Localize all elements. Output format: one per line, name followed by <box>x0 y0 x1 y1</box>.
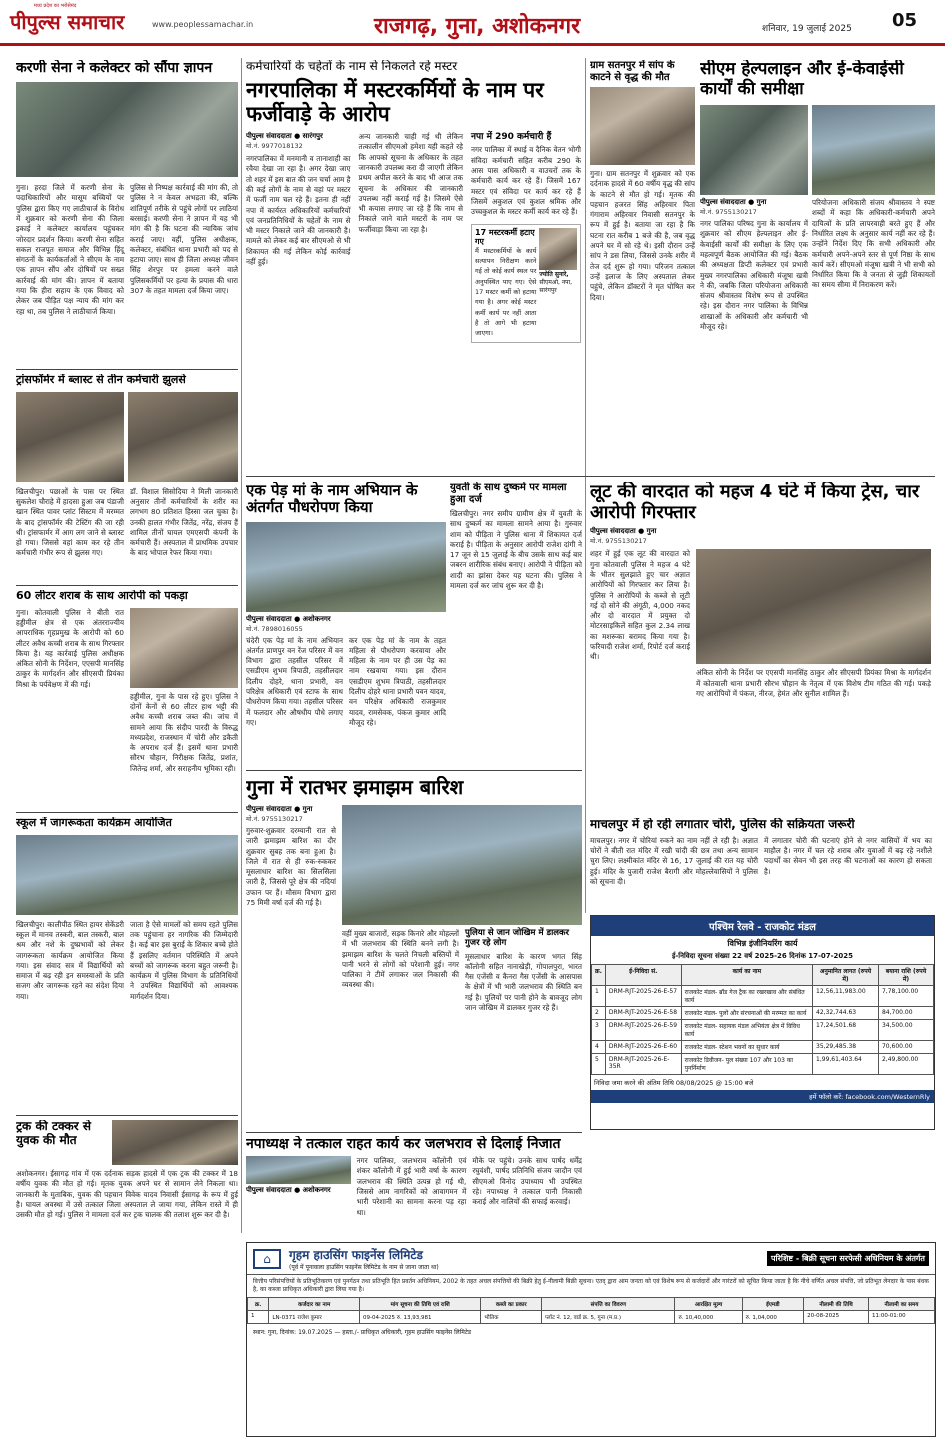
story-body: नगर पालिका, जलभराव कॉलोनी एवं शंकर कॉलोनी में हुई भारी वर्षा के कारण जलभराव की स्थिति उत्पन्न हो गई थी, जिससे आम नागरिकों को आवागमन में भारी परेशानी का सामना करना पड़ रहा था। <box>356 1156 467 1217</box>
column-divider <box>241 58 242 1233</box>
headline[interactable]: गुना में रातभर झमाझम बारिश <box>246 776 464 799</box>
cell: DRM-RJT-2025-26-E-35R <box>605 1054 681 1075</box>
byline: पीपुल्स संवाददाता <box>246 614 292 623</box>
ad-subtitle: (पूर्व में पूनावाला हाउसिंग फाइनेंस लिमिटेड के नाम से जाना जाता था) <box>289 1264 439 1271</box>
cell: 5 <box>592 1054 606 1075</box>
quote-name: ज्योति सुनारे, <box>539 270 569 278</box>
story-body: वहीं मुख्य बाजारों, सड़क किनारे और मोहल्लों में भी जलभराव की स्थिति बनने लगी है। झमाझम बारिश के चलते निचली बस्तियों में पानी भरने से लोगों को परेशानी हुई। नगर पालिका ने टीमें लगाकर जल निकासी की व्यवस्था की। <box>342 929 459 990</box>
cell: 34,500.00 <box>878 1020 933 1041</box>
story-body: परियोजना अधिकारी संजय श्रीवास्तव ने स्पष्ट शब्दों में कहा कि अधिकारी-कर्मचारी अपने दायित्वों के प्रति लापरवाही बरते हुए हैं और निर्धारित लक्ष्य के अनुसार कार्य नहीं कर रहे हैं। उन्होंने निर्देश दिए कि सभी अधिकारी और कर्मचारी अपने-अपने स्तर से पूर्ण निष्ठा के साथ कार्य करें। सीएमओ मंजूषा खत्री ने भी सभी को निर्धारित किया कि वे जनता से जुड़ी शिकायतों का समय सीमा में निराकरण करें। <box>812 198 935 290</box>
table-row <box>592 1041 934 1054</box>
divider <box>246 770 582 771</box>
story-body: गुरुवार-शुक्रवार दरम्यानी रात से जारी झमाझम बारिश का दौर शुक्रवार सुबह तक बना हुआ है। जिले में रात से ही रुक-रुककर मूसलाधार बारिश का सिलसिला जारी है, जिससे पूरे क्षेत्र की नदियां उफान पर हैं। मौसम विभाग द्वारा 75 मिमी वर्षा दर्ज की गई है। <box>246 826 336 908</box>
quote-box <box>471 224 581 343</box>
col-header: कर्जदार का नाम <box>269 1298 360 1311</box>
byline: पीपुल्स संवाददाता <box>590 527 636 536</box>
box-title: नपा में 290 कर्मचारी हैं <box>471 132 552 143</box>
col-header: अनुमानित लागत (रुपये में) <box>813 965 879 986</box>
dateline: अशोकनगर <box>302 1186 331 1195</box>
headline[interactable]: ट्रक की टक्कर से युवक की मौत <box>16 1120 91 1147</box>
story-plantation: एक पेड़ मां के नाम अभियान के अंतर्गत पौधरोपण किया पीपुल्स संवाददाता ● अशोकनगर मो.नं. 7898016055 चंदेरी एक पेड़ मां के नाम अभियान अंतर्गत प्राणपुर वन रेंज परिसर में वन विभाग द्वारा तहसील परिसर में एसडीएम शुभम त्रिपाठी, तहसीलदार दिलीप दोहरे, थाना प्रभारी, वन परिक्षेत्र अधिकारी एवं स्टाफ के साथ पौधरोपण किया गया। तहसील परिसर में फलदार और औषधीय पौधे लगाए गए। कर एक पेड़ मां के नाम के तहत महिला से पौधरोपण करवाया और महिला के नाम पर ही उस पेड़ का नाम रखवाया गया। इस दौरान एसडीएम शुभम त्रिपाठी, तहसीलदार दिलीप दोहरे थाना प्रभारी पवन यादव, वन परिक्षेत्र अधिकारी राजकुमार यादव, रामसेवक, पंकज कुमार आदि मौजूद रहे। <box>246 482 446 727</box>
cell: 11:00-01:00 <box>868 1311 934 1324</box>
story-theft <box>590 818 935 910</box>
dateline: अशोकनगर <box>302 614 331 623</box>
story-body: गुना। ग्राम सतनपुर में शुक्रवार को एक दर्दनाक हादसे में 60 वर्षीय वृद्ध की सांप के काटने से मौत हो गई। मृतक की पहचान हजरत सिंह अहिरवार पिता गंगाराम अहिरवार निवासी सतनपुर के रूप में हुई है। बताया जा रहा है कि घटना रात करीब 1 बजे की है, जब वृद्ध अपने घर में सो रहे थे। इसी दौरान उन्हें सांप ने डस लिया, जिससे उनके शरीर में तेज दर्द शुरू हो गया। परिजन तत्काल उन्हें इलाज के लिए अस्पताल लेकर पहुंचे, लेकिन डॉक्टरों ने मृत घोषित कर दिया। <box>590 169 695 302</box>
dateline: गुना <box>302 805 313 813</box>
ad-notice: ई-निविदा सूचना संख्या 22 वर्ष 2025-26 दिनांक 17-07-2025 <box>671 952 854 960</box>
story-liquor <box>16 590 238 810</box>
website-link[interactable]: www.peoplessamachar.in <box>152 20 254 29</box>
divider <box>16 812 238 813</box>
story-body: गुना। कोतवाली पुलिस ने बीती रात हड्डीमील क्षेत्र से एक अंतरराज्यीय आपराधिक गृहप्रमुख के आरोपी को 60 लीटर अवैध कच्ची शराब के साथ गिरफ्तार किया है। यह कार्रवाई पुलिस अधीक्षक अंकित सोनी के निर्देशन, एएसपी मानसिंह ठाकुर के मार्गदर्शन और सीएसपी प्रियंका मिश्रा के पर्यवेक्षण में की गई। <box>16 607 124 689</box>
story-body: पुलिस से निष्पक्ष कार्रवाई की मांग की, तो पुलिस ने न केवल अभद्रता की, बल्कि शांतिपूर्ण तरीके से पहुंचे लोगों पर लाठियां बरसाई। करणी सेना ने ज्ञापन में यह भी मांग की है कि घटना की न्यायिक जांच कराई जाए। वहीं, पुलिस अधीक्षक, कलेक्टर, संबंधित थाना प्रभारी को पद से हटाया जाए। साथ ही जिला अध्यक्ष जीवन सिंह शेरपुर पर हमला करने वाले पुलिसकर्मियों पर हत्या के प्रयास की धारा 307 के तहत मामला दर्ज किया जाए। <box>130 183 238 296</box>
issue-date: शनिवार, 19 जुलाई 2025 <box>762 24 852 34</box>
cell: 17,24,501.68 <box>813 1020 879 1041</box>
byline: पीपुल्स संवाददाता <box>700 198 746 207</box>
col-header: नीलामी की तिथि <box>804 1298 869 1311</box>
photo-plantation <box>246 522 446 612</box>
cell: DRM-RJT-2025-26-E-60 <box>605 1041 681 1054</box>
kicker: कर्मचारियों के चहेतों के नाम से निकलते रहे मस्टर <box>246 60 458 73</box>
photo-accused-group <box>696 549 931 664</box>
story-body: खिलचीपुर। कालीपीठ स्थित हायर सेकेंडरी स्कूल में मानव तस्करी, बाल तस्करी, बाल श्रम और नशे के दुष्प्रभावों को लेकर जागरूकता कार्यक्रम आयोजित किया गया। इस संवाद सत्र में विद्यार्थियों को समाज में बढ़ रही इन समस्याओं के प्रति सजग और जागरूक रहने का संदेश दिया गया। <box>16 919 124 1001</box>
divider <box>246 1132 582 1133</box>
story-transformer <box>16 374 238 584</box>
story-relief: नपाध्यक्ष ने तत्काल राहत कार्य कर जलभराव से दिलाई निजात पीपुल्स संवाददाता ● अशोकनगर नगर पालिका, जलभराव कॉलोनी एवं शंकर कॉलोनी में हुई भारी वर्षा के कारण जलभराव की स्थिति उत्पन्न हो गई थी, जिससे आम नागरिकों को आवागमन में भारी परेशानी का सामना करना पड़ रहा था। मौके पर पहुंचे। उनके साथ पार्षद धर्मेंद्र रघुवंशी, पार्षद प्रतिनिधि संजय जादौन एवं सीएमओ विनोद उपाध्याय भी उपस्थित रहे। नपाध्यक्ष ने तत्काल पानी निकासी कराई और नालियों की सफाई करवाई। <box>246 1136 582 1217</box>
story-body: अंकित सोनी के निर्देश पर एएसपी मानसिंह ठाकुर और सीएसपी प्रियंका मिश्रा के मार्गदर्शन में कोतवाली थाना प्रभारी सौरभ चौहान के नेतृत्व में एक विशेष टीम गठित की गई। पकड़े गए आरोपियों में पंकज, नीरज, हेमंत और सुनील शामिल हैं। <box>696 668 931 698</box>
cell: राजकोट मंडल- पुलों और संरचनाओं की मरम्मत का कार्य <box>681 1007 812 1020</box>
mobile: मो.नं. 9977018132 <box>246 142 303 151</box>
story-body: कर एक पेड़ मां के नाम के तहत महिला से पौधरोपण करवाया और महिला के नाम पर ही उस पेड़ का नाम रखवाया गया। इस दौरान एसडीएम शुभम त्रिपाठी, तहसीलदार दिलीप दोहरे थाना प्रभारी पवन यादव, वन परिक्षेत्र अधिकारी राजकुमार यादव, रामसेवक, पंकज कुमार आदि मौजूद रहे। <box>349 635 446 727</box>
table-row <box>592 1054 934 1075</box>
ad-title: परिशिष्ट - बिक्री सूचना सरफेसी अधिनियम के अंतर्गत <box>767 1251 929 1266</box>
cell: 1 <box>592 986 606 1007</box>
col-header: मांग सूचना की तिथि एवं राशि <box>360 1298 481 1311</box>
social-link[interactable]: हमें फॉलो करें: facebook.com/WesternRly <box>591 1090 934 1103</box>
cell: 2,49,800.00 <box>878 1054 933 1075</box>
byline: पीपुल्स संवाददाता <box>246 1186 292 1195</box>
byline: पीपुल्स संवाददाता <box>246 805 292 813</box>
story-body: अन्य जानकारी चाही गई थी लेकिन तत्कालीन सीएमओ हमेशा यही कहते रहे कि आपको सूचना के अधिकार के तहत जानकारी उपलब्ध करा दी जाएगी लेकिन प्रथम अपील करने के बाद भी आज तक सूचना के अधिकार की जानकारी उपलब्ध नहीं कराई गई है। जिसमे ऐसे भी कयास लगाए जा रहे हैं कि नाम से निकाले जाने वाले मस्टरों के नाम पर फर्जीवाड़ा किया जा रहा है। <box>358 132 463 234</box>
col-header: कार्य का नाम <box>681 965 812 986</box>
dateline: सारंगपुर <box>302 132 323 141</box>
logo-tagline: मध्य प्रदेश का भरोसेमंद <box>34 3 77 9</box>
story-body: जाता है ऐसे मामलों को समय रहते पुलिस तक पहुंचाना हर नागरिक की जिम्मेदारी है। कई बार इस बुराई के शिकार बच्चे होते हैं इसलिए वर्तमान परिस्थिति में अपने बच्चों को जागरूक करना बहुत जरूरी है। कार्यक्रम में पुलिस विभाग के प्रतिनिधियों ने उपस्थित विद्यार्थियों को आवश्यक मार्गदर्शन दिया। <box>130 919 238 1001</box>
cell: रु. 10,40,000 <box>675 1311 742 1324</box>
headline[interactable]: ग्राम सतनपुर में सांप के काटने से वृद्ध की मौत <box>590 60 675 83</box>
photo-officials <box>812 105 935 195</box>
headline[interactable]: युवती के साथ दुष्कर्म पर मामला हुआ दर्ज <box>450 482 567 505</box>
table-row <box>592 1007 934 1020</box>
cell: 09-04-2025 रु. 13,93,981 <box>360 1311 481 1324</box>
dateline: गुना <box>756 198 767 207</box>
photo-accused <box>130 608 238 688</box>
cell: 42,32,744.63 <box>813 1007 879 1020</box>
ad-org: पश्चिम रेलवे - राजकोट मंडल <box>591 916 934 936</box>
story-snake <box>590 60 695 472</box>
headline[interactable]: स्कूल में जागरूकता कार्यक्रम आयोजित <box>16 817 172 829</box>
table-row <box>248 1311 935 1324</box>
photo-flood <box>342 805 582 925</box>
col-header: क्र. <box>248 1298 269 1311</box>
cell: DRM-RJT-2025-26-E-59 <box>605 1020 681 1041</box>
quote-role: सीएमओ, नपा, सारंगपुर <box>539 278 573 294</box>
cell: राजकोट मंडल- सहायक मंडल अभियंता क्षेत्र में विविध कार्य <box>681 1020 812 1041</box>
mobile: मो.नं. 7898016055 <box>246 624 303 633</box>
story-body: चंदेरी एक पेड़ मां के नाम अभियान अंतर्गत प्राणपुर वन रेंज परिसर में वन विभाग द्वारा तहसील परिसर में एसडीएम शुभम त्रिपाठी, तहसीलदार दिलीप दोहरे, थाना प्रभारी, वन परिक्षेत्र अधिकारी एवं स्टाफ के साथ पौधरोपण किया गया। तहसील परिसर में फलदार और औषधीय पौधे लगाए गए। <box>246 635 343 727</box>
region-title: राजगढ़, गुना, अशोकनगर <box>374 14 581 39</box>
story-robbery: लूट की वारदात को महज 4 घंटे में किया ट्रेस, चार आरोपी गिरफ्तार पीपुल्स संवाददाता ● गुना मो.नं. 9755130217 शहर में हुई एक लूट की वारदात को गुना कोतवाली पुलिस ने महज 4 घंटे के भीतर सुलझाते हुए चार अज्ञात आरोपियों को गिरफ्तार कर लिया है। पुलिस ने आरोपियों के कब्जे से लूटी गई दो सोने की अंगूठी, 4,000 नकद और दो वारदात में प्रयुक्त दो मोटरसाइकिलें सहित कुल 2.34 लाख का मशरूका बरामद किया गया है। फरियादी राजेश शर्मा, रिपोर्ट दर्ज कराई थी। अंकित सोनी के निर्देश पर एएसपी मानसिंह ठाकुर और सीएसपी प्रियंका मिश्रा के मार्गदर्शन में कोतवाली थाना प्रभारी सौरभ चौहान के नेतृत्व में एक विशेष टीम गठित की गई। पकड़े गए आरोपियों में पंकज, नीरज, हेमंत और सुनील शामिल हैं। <box>590 482 935 812</box>
newspaper-logo[interactable]: पीपुल्स समाचार <box>10 10 125 34</box>
column-divider <box>585 58 586 913</box>
cell: 84,700.00 <box>878 1007 933 1020</box>
story-body: खिलचीपुर। नगर समीप ग्रामीण क्षेत्र में युवती के साथ दुष्कर्म का मामला सामने आया है। गुरुवार शाम को पीड़िता ने पुलिस थाना में शिकायत दर्ज कराई है। पीड़िता के अनुसार आरोपी राजेश दांगी ने 17 जून से 15 जुलाई के बीच उसके साथ कई बार जबरन शारीरिक संबंध बनाए। आरोपी ने पीड़िता को शादी का झांसा देकर यह घटना की। पुलिस ने मामला दर्ज कर जांच शुरू कर दी है। <box>450 509 582 591</box>
col-header: बयाना राशि (रुपये में) <box>878 965 933 986</box>
masthead <box>0 0 945 46</box>
photo-injured <box>16 392 124 482</box>
house-icon: ⌂ <box>253 1249 281 1269</box>
story-body: गुना। हरदा जिले में करणी सेना के पदाधिकारियों और मासूम बच्चियों पर पुलिस द्वारा किए गए लाठीचार्ज के विरोध में शुक्रवार को करणी सेना की जिला इकाई ने कलेक्टर कार्यालय पहुंचकर जोरदार प्रदर्शन किया। करणी सेना सहित सकल राजपूत समाज और विभिन्न हिंदू संगठनों के कार्यकर्ताओं ने सीएम के नाम एक ज्ञापन सौंप और दोषियों पर सख्त कार्रवाई की मांग की। ज्ञापन में बताया गया कि हीरा सहाय के एक विवाद को लेकर जब पीड़ित पक्ष न्याय की मांग कर रहा था, तब पुलिस ने लाठीचार्ज किया। <box>16 183 124 316</box>
story-body: डॉ. विशाल सिसोदिया ने मिली जानकारी अनुसार तीनों कर्मचारियों के शरीर का लगभग 80 प्रतिशत हिस्सा जल चुका है। उनकी हालत गंभीर जितेंद्र, नरेंद्र, संजय हैं शामिल तीनों घायल एमएसपी कंपनी के कर्मचारी हैं। अस्पताल में प्राथमिक उपचार के बाद भोपाल रेफर किया गया। <box>130 486 238 558</box>
photo-hospital <box>128 392 238 482</box>
divider <box>16 369 238 370</box>
headline[interactable]: सीएम हेल्पलाइन और ई-केवाईसी कार्यों की समीक्षा <box>700 60 904 99</box>
col-header: संपत्ति का विवरण <box>542 1298 675 1311</box>
dateline: गुना <box>646 527 657 536</box>
cell: राजकोट मंडल- स्टेशन भवनों का सुधार कार्य <box>681 1041 812 1054</box>
mobile: मो.नं. 9755130217 <box>700 208 757 217</box>
box-body: मूसलाधार बारिश के कारण भगत सिंह कॉलोनी सहित नानाखेड़ी, गोपालपुरा, भारत गैस एजेंसी व कैनरा गैस एजेंसी के आसपास के क्षेत्रों में भी भारी जलभराव की स्थिति बन गई है। पुलियों पर पानी होने के बावजूद लोग जान जोखिम में डालकर गुजर रहे हैं। <box>465 951 582 1013</box>
cell: 7,78,100.00 <box>878 986 933 1007</box>
ad-auction-notice <box>246 1242 936 1437</box>
cell: 1 <box>248 1311 269 1324</box>
headline[interactable]: लूट की वारदात को महज 4 घंटे में किया ट्रेस, चार आरोपी गिरफ्तार <box>590 482 920 523</box>
cell: DRM-RJT-2025-26-E-58 <box>605 1007 681 1020</box>
cell: LN-0371 राजेश कुमार <box>269 1311 360 1324</box>
story-cm-helpline: सीएम हेल्पलाइन और ई-केवाईसी कार्यों की समीक्षा पीपुल्स संवाददाता ● गुना मो.नं. 9755130217 नगर पालिका परिषद गुना के कार्यालय में शुक्रवार को सीएम हेल्पलाइन और ई-केवाईसी कार्यों की समीक्षा के लिए एक महत्वपूर्ण बैठक आयोजित की गई। बैठक की अध्यक्षता डिप्टी कलेक्टर एवं प्रभारी मुख्य नगरपालिका अधिकारी मंजूषा खत्री ने की, जबकि जिला परियोजना अधिकारी संजय श्रीवास्तव विशेष रूप से उपस्थित रहे। इस दौरान नगर पालिका के विभिन्न शाखाओं के अधिकारी और कर्मचारी भी मौजूद रहे। परियोजना अधिकारी संजय श्रीवास्तव ने स्पष्ट शब्दों में कहा कि अधिकारी-कर्मचारी अपने दायित्वों के प्रति लापरवाही बरते हुए हैं और निर्धारित लक्ष्य के अनुसार कार्य नहीं कर रहे हैं। उन्होंने निर्देश दिए कि सभी अधिकारी और कर्मचारी अपने-अपने स्तर से पूर्ण निष्ठा के साथ कार्य करें। सीएमओ मंजूषा खत्री ने भी सभी को निर्धारित किया कि वे जनता से जुड़ी शिकायतों का समय सीमा में निराकरण करें। <box>700 60 935 332</box>
photo-deceased <box>590 87 695 165</box>
ad-org: गृहम हाउसिंग फाइनेंस लिमिटेड <box>289 1248 423 1262</box>
photo-waterlogging <box>246 1156 351 1184</box>
cell: 1,99,61,403.64 <box>813 1054 879 1075</box>
ad-title: विभिन्न इंजीनियरिंग कार्य <box>727 939 798 948</box>
box-title: पुलिया से जान जोखिम में डालकर गुजर रहे लोग <box>465 928 570 948</box>
table-row <box>592 986 934 1007</box>
mobile: मो.नं. 9755130217 <box>590 537 647 546</box>
cell: प्लॉट नं. 12, वार्ड क्र. 5, गुना (म.प्र.) <box>542 1311 675 1324</box>
headline[interactable]: ट्रांसफॉर्मर में ब्लास्ट से तीन कर्मचारी झुलसे <box>16 374 186 386</box>
photo-students <box>16 835 238 915</box>
story-truck <box>16 1120 238 1235</box>
col-header: नीलामी का समय <box>868 1298 934 1311</box>
cell: 35,29,485.38 <box>813 1041 879 1054</box>
photo-meeting <box>700 105 808 195</box>
col-header: ई-निविदा सं. <box>605 965 681 986</box>
col-header: आरक्षित मूल्य <box>675 1298 742 1311</box>
story-body: नगरपालिका में मनमानी व तानाशाही का रवैया देखा जा रहा है। अगर देखा जाए तो शहर में इस बात की जन चर्चा आम है की कई लोगों के नाम से वहां पर मस्टर में फर्जी नाम चल रहे हैं। इतना ही नहीं नपा में कार्यरत अधिकारियों कर्मचारियों एवं जनप्रतिनिधियों के चहेतों के नाम से भी मस्टर निकाले जाने की जानकारी है। मामले को लेकर कई बार सीएमओ से भी शिकायत की गई लेकिन कोई कार्रवाई नहीं हुई। <box>246 154 351 267</box>
story-body: हड्डीमील, गुना के पास रहे हुए। पुलिस ने दोनों केनों से 60 लीटर हाथ भट्टी की अवैध कच्ची शराब जब्त की। जांच में सामने आया कि संदीप पारदी के विरुद्ध मध्यप्रदेश, राजस्थान में चोरी और डकैती के अपराध दर्ज हैं। इसमें थाना प्रभारी सौरभ चौहान, निरीक्षक जितेंद्र, प्रशांत, जितेन्द्र शर्मा, और सराहनीय भूमिका रही। <box>130 691 238 773</box>
photo-victim <box>112 1120 238 1165</box>
lead-headline[interactable]: नगरपालिका में मस्टरकर्मियों के नाम पर फर्जीवाड़े के आरोप <box>246 77 544 126</box>
cell: 20-08-2025 <box>804 1311 869 1324</box>
headline[interactable]: नपाध्यक्ष ने तत्काल राहत कार्य कर जलभराव से दिलाई निजात <box>246 1136 561 1152</box>
box-body: नगर पालिका में स्थाई व दैनिक वेतन भोगी संविदा कर्मचारी सहित करीब 290 के आस पास अधिकारी व वाउचरों तक के कर्मचारी कार्य कर रहे हैं। जिसमें 167 मस्टर एवं संविदा पर कार्य कर रहे हैं जिसमें अकुशल एवं कुशल श्रमिक और उच्चकुशल के मस्टर कर्मी कार्य कर रहे हैं। <box>471 145 581 217</box>
story-body: नगर पालिका परिषद गुना के कार्यालय में शुक्रवार को सीएम हेल्पलाइन और ई-केवाईसी कार्यों की समीक्षा के लिए एक महत्वपूर्ण बैठक आयोजित की गई। बैठक की अध्यक्षता डिप्टी कलेक्टर एवं प्रभारी मुख्य नगरपालिका अधिकारी मंजूषा खत्री ने की, जबकि जिला परियोजना अधिकारी संजय श्रीवास्तव विशेष रूप से उपस्थित रहे। इस दौरान नगर पालिका के विभिन्न शाखाओं के अधिकारी और कर्मचारी भी मौजूद रहे। <box>700 219 808 332</box>
ad-body: वित्तीय परिसंपत्तियों के प्रतिभूतिकरण एवं पुनर्गठन तथा प्रतिभूति हित प्रवर्तन अधिनियम, 2002 के तहत अचल संपत्तियों की बिक्री हेतु ई-नीलामी बिक्री सूचना। एतद् द्वारा आम जनता को एवं विशेष रूप से कर्जदारों और गारंटरों को सूचित किया जाता है कि नीचे वर्णित अचल संपत्ति, जो प्रतिभूत लेनदार के पास बंधक है, का कब्जा प्राधिकृत अधिकारी द्वारा लिया गया है। <box>253 1278 929 1293</box>
story-body: मौके पर पहुंचे। उनके साथ पार्षद धर्मेंद्र रघुवंशी, पार्षद प्रतिनिधि संजय जादौन एवं सीएमओ विनोद उपाध्याय भी उपस्थित रहे। नपाध्यक्ष ने तत्काल पानी निकासी कराई और नालियों की सफाई करवाई। <box>472 1156 582 1207</box>
cell: राजकोट मंडल- ब्रॉड गेज ट्रैक का रखरखाव और संबंधित कार्य <box>681 986 812 1007</box>
divider <box>16 1115 238 1116</box>
cell: 3 <box>592 1020 606 1041</box>
story-body: में लगातार चोरी की घटनाएं होने से नगर वासियों में भय का माहौल है। नगर में चल रहे शराब और युवाओं में बढ़ रहे नशीले पदार्थों का सेवन भी इस तरह की घटनाओं का कारण हो सकता है। <box>764 835 932 876</box>
col-header: क्र. <box>592 965 606 986</box>
quote-body: मैं मस्टरकर्मियों के कार्य सत्यापन निरीक्षण करने गई तो कोई कार्य स्थल पर अनुपस्थित पाए गए। ऐसे 17 मस्टर कर्मी को हटाया गया है। अगर कोई मस्टर कर्मी कार्य पर नहीं आता है तो आगे भी हटाया जाएगा। <box>475 246 537 338</box>
byline: पीपुल्स संवाददाता <box>246 132 292 141</box>
ad-footer: निविदा जमा करने की अंतिम तिथि 08/08/2025 @ 15:00 बजे <box>594 1079 754 1087</box>
cell: 12,56,11,983.00 <box>813 986 879 1007</box>
story-rain: गुना में रातभर झमाझम बारिश पीपुल्स संवाददाता ● गुना मो.नं. 9755130217 गुरुवार-शुक्रवार दरम्यानी रात से जारी झमाझम बारिश का दौर शुक्रवार सुबह तक बना हुआ है। जिले में रात से ही रुक-रुककर मूसलाधार बारिश का सिलसिला जारी है, जिससे पूरे क्षेत्र की नदियां उफान पर हैं। मौसम विभाग द्वारा 75 मिमी वर्षा दर्ज की गई है। वहीं मुख्य बाजारों, सड़क किनारे और मोहल्लों में भी जलभराव की स्थिति बनने लगी है। झमाझम बारिश के चलते निचली बस्तियों में पानी भरने से लोगों को परेशानी हुई। नगर पालिका ने टीमें लगाकर जल निकासी की व्यवस्था की। पुलिया से जान जोखिम में डालकर गुजर रहे लोग मूसलाधार बारिश के कारण भगत सिंह कॉलोनी सहित नानाखेड़ी, गोपालपुरा, भारत गैस एजेंसी व कैनरा गैस एजेंसी के आसपास के क्षेत्रों में भी भारी जलभराव की स्थिति बन गई है। पुलियों पर पानी होने के बावजूद लोग जान जोखिम में डालकर गुजर रहे हैं। <box>246 776 582 1013</box>
story-school <box>16 817 238 1117</box>
headline[interactable]: करणी सेना ने कलेक्टर को सौंपा ज्ञापन <box>16 60 213 76</box>
quote-title: 17 मस्टरकर्मी हटाए गए <box>475 227 535 246</box>
page-number: 05 <box>892 10 918 31</box>
story-body: अशोकनगर। ईसागढ़ गांव में एक दर्दनाक सड़क हादसे में एक ट्रक की टक्कर में 18 वर्षीय युवक की मौत हो गई। मृतक युवक अपने घर से सामान लेने निकला था। जानकारी के मुताबिक, युवक की पहचान विवेक यादव निवासी ईसागढ़ के रूप में हुई है। घायल अवस्था में उसे तत्काल जिला अस्पताल ले जाया गया, लेकिन रास्ते में ही उसकी मौत हो गई। पुलिस ने मामला दर्ज कर ट्रक चालक की तलाश शुरू कर दी है। <box>16 1169 238 1220</box>
divider <box>246 476 935 477</box>
divider <box>16 585 238 586</box>
ad-railway-tender <box>590 915 935 1130</box>
col-header: ईएमडी <box>742 1298 804 1311</box>
cell: भौतिक <box>481 1311 542 1324</box>
col-header: कब्जे का प्रकार <box>481 1298 542 1311</box>
ad-footer: स्थान: गुना, दिनांक: 19.07.2025 — हस्ता./- प्राधिकृत अधिकारी, गृहम हाउसिंग फाइनेंस लिमिटेड <box>253 1329 472 1336</box>
mobile: मो.नं. 9755130217 <box>246 815 303 823</box>
cell: DRM-RJT-2025-26-E-57 <box>605 986 681 1007</box>
cell: 2 <box>592 1007 606 1020</box>
headline[interactable]: माचलपुर में हो रही लगातार चोरी, पुलिस की सक्रियता जरूरी <box>590 818 855 831</box>
auction-table <box>247 1297 935 1324</box>
table-row <box>592 1020 934 1041</box>
story-body: खिलचीपुर। पछाओं के पास पर स्थित सुकलेश चौराहे में हादसा हुआ जब पंडाजी खान स्थित पावर प्लांट सिस्टम में मरम्मत के बाद ट्रांसफॉर्मर की टेस्टिंग की जा रही थी। ट्रांसफार्मर में आग लग जाने से ब्लास्ट हो गया। जिससे वहां काम कर रहे तीन कर्मचारी गंभीर रूप से झुलस गए। <box>16 486 124 558</box>
official-portrait <box>539 228 577 270</box>
photo-protest <box>16 82 238 177</box>
story-lead: कर्मचारियों के चहेतों के नाम से निकलते रहे मस्टर नगरपालिका में मस्टरकर्मियों के नाम पर फर्जीवाड़े के आरोप पीपुल्स संवाददाता ● सारंगपुर मो.नं. 9977018132 नगरपालिका में मनमानी व तानाशाही का रवैया देखा जा रहा है। अगर देखा जाए तो शहर में इस बात की जन चर्चा आम है की कई लोगों के नाम से वहां पर मस्टर में फर्जी नाम चल रहे हैं। इतना ही नहीं नपा में कार्यरत अधिकारियों कर्मचारियों एवं जनप्रतिनिधियों के चहेतों के नाम से भी मस्टर निकाले जाने की जानकारी है। मामले को लेकर कई बार सीएमओ से भी शिकायत की गई लेकिन कोई कार्रवाई नहीं हुई। अन्य जानकारी चाही गई थी लेकिन तत्कालीन सीएमओ हमेशा यही कहते रहे कि आपको सूचना के अधिकार के तहत जानकारी उपलब्ध करा दी जाएगी लेकिन प्रथम अपील करने के बाद भी आज तक सूचना के अधिकार की जानकारी उपलब्ध नहीं कराई गई है। जिसमे ऐसे भी कयास लगाए जा रहे हैं कि नाम से निकाले जाने वाले मस्टरों के नाम पर फर्जीवाड़ा किया जा रहा है। नपा में 290 कर्मचारी हैं नगर पालिका में स्थाई व दैनिक वेतन भोगी संविदा कर्मचारी सहित करीब 290 के आस पास अधिकारी व वाउचरों तक के कर्मचारी कार्य कर रहे हैं। जिसमें 167 मस्टर एवं संविदा पर कार्य कर रहे हैं जिसमें अकुशल एवं कुशल श्रमिक और उच्चकुशल के मस्टर कर्मी कार्य कर रहे हैं। 17 मस्टरकर्मी हटाए गए मैं मस्टरकर्मियों के कार्य सत्यापन निरीक्षण करने गई तो कोई कार्य स्थल पर अनुपस्थित पाए गए। ऐसे 17 मस्टर कर्मी को हटाया गया है। अगर कोई मस्टर कर्मी कार्य पर नहीं आता है तो आगे भी हटाया जाएगा। ज्योति सुनारे, सीएमओ, नपा, सारंगपुर <box>246 60 581 472</box>
headline[interactable]: 60 लीटर शराब के साथ आरोपी को पकड़ा <box>16 590 188 602</box>
cell: रु. 1,04,000 <box>742 1311 804 1324</box>
tender-table <box>591 964 934 1075</box>
headline[interactable]: एक पेड़ मां के नाम अभियान के अंतर्गत पौधरोपण किया <box>246 482 418 517</box>
story-assault <box>450 482 582 812</box>
cell: राजकोट डिवीजन- पुल संख्या 107 और 103 का पुनर्निर्माण <box>681 1054 812 1075</box>
cell: 70,600.00 <box>878 1041 933 1054</box>
cell: 4 <box>592 1041 606 1054</box>
story-body: माचलपुर। नगर में चोरियां रुकने का नाम नहीं ले रही है। अज्ञात चोरों ने बीती रात मंदिर में रखी चांदी की छत्र तथा अन्य सामान चुरा लिए। लक्ष्मीकांत मंदिर से 16, 17 जुलाई की रात यह चोरी हुई। मंदिर के पुजारी राजेश बैरागी और मोहल्लेवासियों ने पुलिस को सूचना दी। <box>590 835 758 886</box>
story-body: शहर में हुई एक लूट की वारदात को गुना कोतवाली पुलिस ने महज 4 घंटे के भीतर सुलझाते हुए चार अज्ञात आरोपियों को गिरफ्तार कर लिया है। पुलिस ने आरोपियों के कब्जे से लूटी गई दो सोने की अंगूठी, 4,000 नकद और दो वारदात में प्रयुक्त दो मोटरसाइकिलें सहित कुल 2.34 लाख का मशरूका बरामद किया गया है। फरियादी राजेश शर्मा, रिपोर्ट दर्ज कराई थी। <box>590 549 690 662</box>
